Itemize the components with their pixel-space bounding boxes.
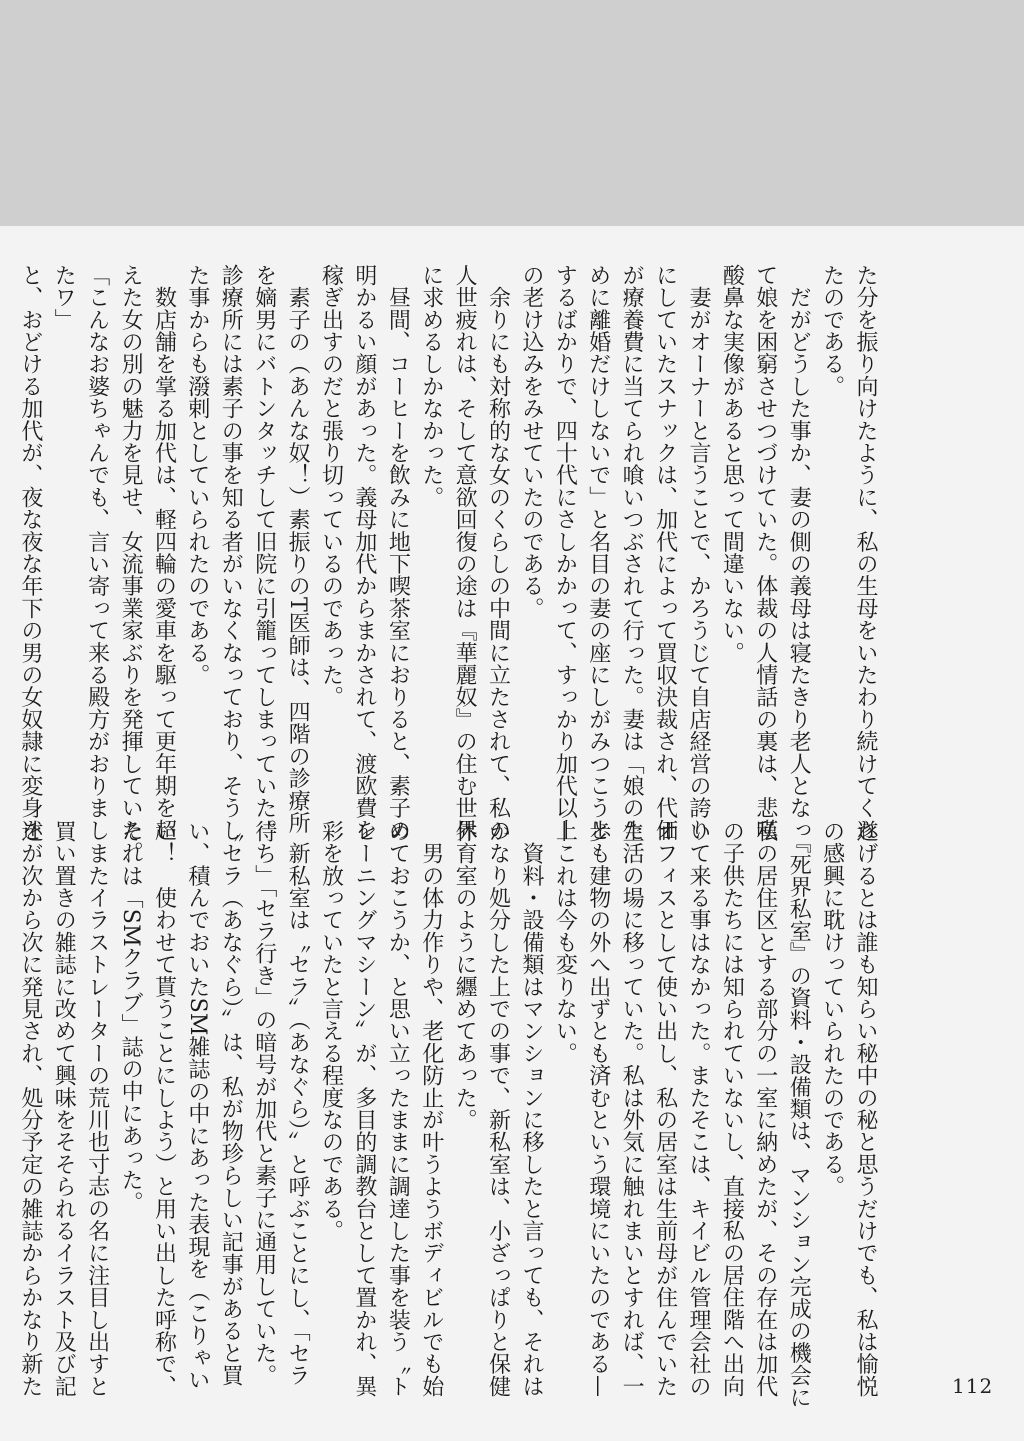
lower-column-line: いて来る事はなかった。またそこは、キイビル管理会社の	[685, 820, 711, 1398]
upper-text-block	[17, 264, 882, 864]
upper-column-line: 数店舗を掌る加代は、軽四輪の愛車を駆って更年期を超	[151, 264, 177, 842]
upper-column-line: 稼ぎ出すのだと張り切っているのであった。	[318, 264, 344, 708]
lower-column-line: の感興に耽けっていられたのである。	[819, 820, 845, 1198]
upper-column-line: て娘を困窮させつづけていた。体裁の人情話の裏は、悲嘆	[752, 264, 778, 842]
upper-column-line: 明かるい顔があった。義母加代からまかされて、渡欧費を	[351, 264, 377, 842]
upper-column-line: 余りにも対称的な女のくらしの中間に立たされて、私の	[485, 264, 511, 842]
upper-column-line: を嫡男にバトンタッチして旧院に引籠ってしまっていた。	[251, 264, 277, 842]
upper-column-line: と、おどける加代が、夜な夜な年下の男の女奴隷に変身を	[17, 264, 43, 842]
lower-column-line: 生活の場に移っていた。私は外気に触れまいとすれば、一	[619, 820, 645, 1398]
lower-column-line: 資料・設備類はマンションに移したと言っても、それは	[518, 820, 544, 1398]
top-gray-band	[0, 0, 1024, 226]
upper-column-line: 妻がオーナーと言うことで、かろうじて自店経営の誇り	[685, 264, 711, 842]
upper-column-line: た分を振り向けたように、私の生母をいたわり続けてくれ	[853, 264, 878, 842]
lower-column-line: かなり処分した上での事で、新私室は、小ざっぱりと保健	[485, 820, 511, 1398]
lower-column-line: 〝セラ（あなぐら）〟は、私が物珍らしい記事があると買	[218, 820, 244, 1387]
upper-column-line: 酸鼻な実像があると思って間違いない。	[719, 264, 745, 664]
lower-column-line: 買い置きの雑誌に改めて興味をそそられるイラスト及び記	[51, 820, 77, 1398]
lower-column-line: 『死界私室』の資料・設備類は、マンション完成の機会に	[786, 820, 812, 1409]
lower-column-line: またイラストレーターの荒川也寸志の名に注目し出すと	[84, 820, 110, 1398]
lower-column-line: の子供たちには知られていないし、直接私の居住階へ出向	[719, 820, 745, 1398]
lower-column-line: それは「SMクラブ」誌の中にあった。	[118, 820, 144, 1214]
lower-column-line: 新私室は〝セラ〟（あなぐら）〟と呼ぶことにし、「セラ	[285, 820, 311, 1387]
upper-column-line: 素子の（あんな奴！）素振りのT医師は、四階の診療所	[285, 264, 311, 834]
lower-column-line: い、積んでおいたSM雑誌の中にあった表現を（こりゃい	[184, 820, 210, 1391]
upper-column-line: えた女の別の魅力を見せ、女流事業家ぶりを発揮していた。	[118, 264, 144, 864]
lower-column-line: 待ち」「セラ行き」の暗号が加代と素子に通用していた。	[251, 820, 277, 1387]
upper-column-line: たのである。	[819, 264, 845, 398]
lower-column-line: オフィスとして使い出し、私の居室は生前母が住んでいた	[652, 820, 678, 1398]
lower-column-line: めておこうか、と思い立ったままに調達した事を装う〝ト	[385, 820, 411, 1398]
lower-column-line: 男の体力作りや、老化防止が叶うようボディビルでも始	[418, 820, 444, 1398]
lower-column-line: 述が次から次に発見され、処分予定の雑誌からかなり新た	[17, 820, 43, 1398]
upper-column-line: た事からも潑剌としていられたのである。	[184, 264, 210, 686]
lower-column-line: 私の居住区とする部分の一室に納めたが、その存在は加代	[752, 820, 778, 1398]
upper-column-line: が療養費に当てられ喰いつぶされて行った。妻は「娘のた	[619, 264, 645, 842]
upper-column-line: 昼間、コーヒーを飲みに地下喫茶室におりると、素子の	[385, 264, 411, 842]
upper-column-line: 診療所には素子の事を知る者がいなくなっており、そうし	[218, 264, 244, 842]
lower-text-block	[17, 820, 882, 1409]
upper-column-line: 「こんなお婆ちゃんでも、言い寄って来る殿方がおりまし	[84, 264, 110, 842]
lower-column-line: 休育室のように纒めてあった。	[452, 820, 478, 1131]
upper-column-line: にしていたスナックは、加代によって買収決裁され、代価	[652, 264, 678, 842]
upper-column-line: たワ」	[51, 264, 77, 331]
lower-column-line: 遂げるとは誰も知らい秘中の秘と思うだけでも、私は愉悦	[853, 820, 878, 1398]
upper-column-line: だがどうした事か、妻の側の義母は寝たきり老人となっ	[786, 264, 812, 842]
lower-column-line: レーニングマシーン〟が、多目的調教台として置かれ、異	[351, 820, 377, 1398]
upper-column-line: に求めるしかなかった。	[418, 264, 444, 509]
lower-column-line: 歩も建物の外へ出ずとも済むという環境にいたのである—	[585, 820, 611, 1398]
page-number: 112	[952, 1374, 994, 1398]
lower-column-line: 彩を放っていたと言える程度なのである。	[318, 820, 344, 1242]
upper-column-line: の老け込みをみせていたのである。	[518, 264, 544, 620]
lower-column-line: い！ 使わせて貰うことにしよう）と用い出した呼称で、	[151, 820, 177, 1398]
upper-column-line: するばかりで、四十代にさしかかって、すっかり加代以上	[552, 264, 578, 842]
lower-column-line: —これは今も変りない。	[552, 820, 578, 1065]
upper-column-line: めに離婚だけしないで」と名目の妻の座にしがみつこうと	[585, 264, 611, 842]
upper-column-line: 人世疲れは、そして意欲回復の途は『華麗奴』の住む世界	[452, 264, 478, 842]
